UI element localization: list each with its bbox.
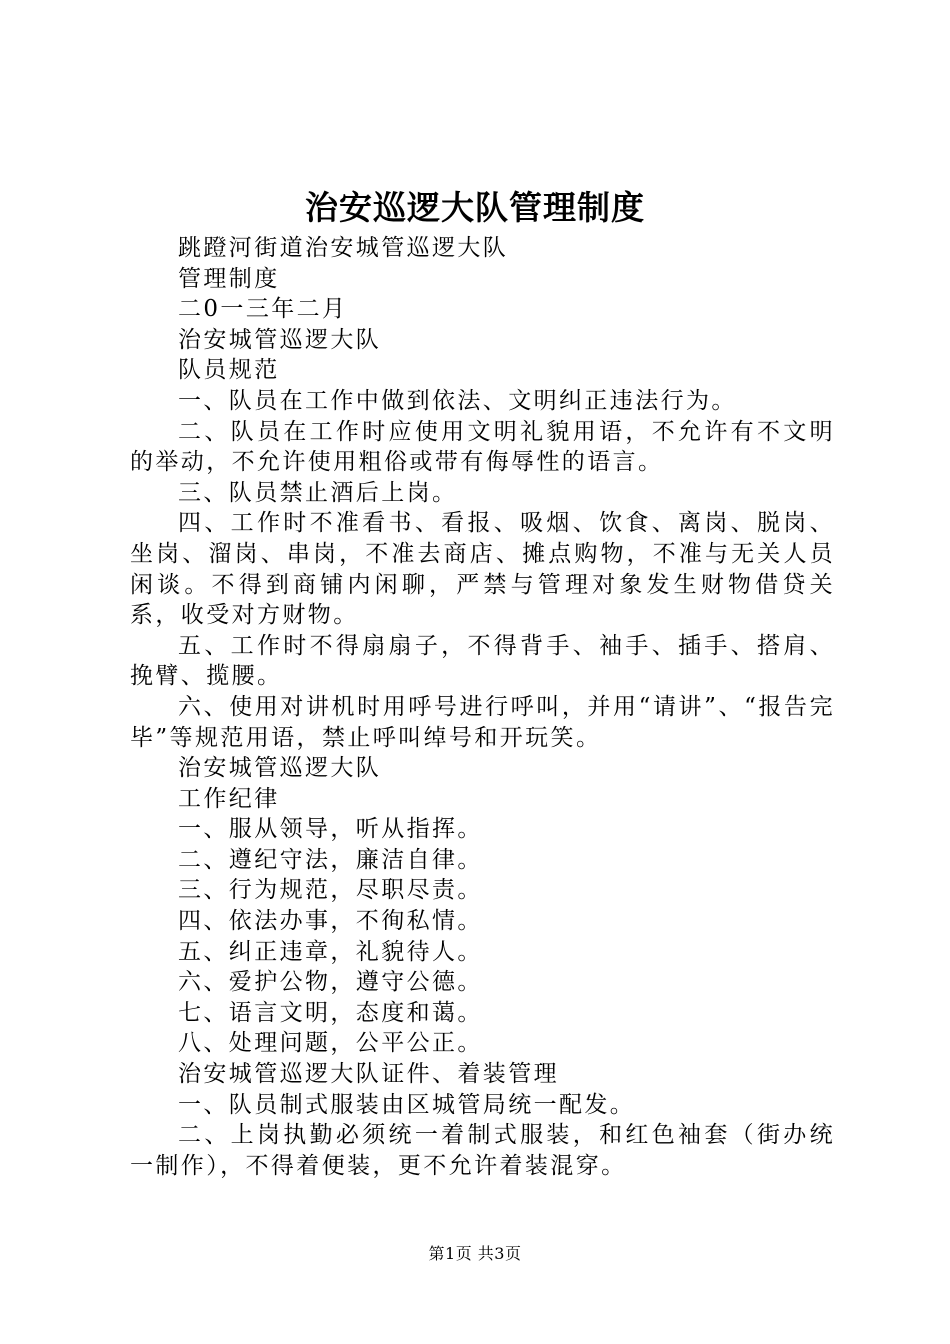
paragraph: 一、队员制式服装由区城管局统一配发。	[178, 1091, 636, 1118]
page-number-footer: 第1页 共3页	[428, 1244, 522, 1263]
paragraph: 五、纠正违章，礼貌待人。	[178, 938, 483, 965]
paragraph: 四、工作时不准看书、看报、吸烟、饮食、离岗、脱岗、坐岗、溜岗、串岗，不准去商店、摊点购物，不准与无关人员闲谈。不得到商铺内闲聊，严禁与管理对象发生财物借贷关系，收受对方财物。	[130, 510, 835, 629]
paragraph: 跳蹬河街道治安城管巡逻大队	[178, 235, 509, 261]
paragraph: 八、处理问题，公平公正。	[178, 1030, 483, 1057]
paragraph: 二、遵纪守法，廉洁自律。	[178, 846, 483, 873]
paragraph: 二、队员在工作时应使用文明礼貌用语，不允许有不文明的举动，不允许使用粗俗或带有侮辱性的语言。	[130, 418, 835, 476]
paragraph: 六、使用对讲机时用呼号进行呼叫，并用“请讲”、“报告完毕”等规范用语，禁止呼叫绰号和开玩笑。	[130, 693, 835, 751]
paragraph: 七、语言文明，态度和蔼。	[178, 999, 483, 1026]
paragraph: 四、依法办事，不徇私情。	[178, 908, 483, 935]
paragraph: 六、爱护公物，遵守公德。	[178, 969, 483, 996]
paragraph: 一、队员在工作中做到依法、文明纠正违法行为。	[178, 387, 737, 414]
paragraph: 二0一三年二月	[178, 296, 348, 323]
section-heading: 工作纪律	[178, 785, 280, 812]
document-title: 治安巡逻大队管理制度	[305, 188, 645, 227]
document-body	[130, 233, 835, 1181]
paragraph: 管理制度	[178, 265, 280, 292]
paragraph: 一、服从领导，听从指挥。	[178, 816, 483, 843]
paragraph: 治安城管巡逻大队	[178, 326, 382, 353]
section-heading: 队员规范	[178, 357, 280, 384]
paragraph: 三、行为规范，尽职尽责。	[178, 877, 483, 904]
paragraph: 治安城管巡逻大队	[178, 755, 382, 782]
section-heading: 治安城管巡逻大队证件、着装管理	[178, 1061, 559, 1088]
paragraph: 五、工作时不得扇扇子，不得背手、袖手、插手、搭肩、挽臂、揽腰。	[130, 632, 835, 690]
paragraph: 三、队员禁止酒后上岗。	[178, 479, 458, 506]
paragraph: 二、上岗执勤必须统一着制式服装，和红色袖套（街办统一制作），不得着便装，更不允许着装混穿。	[130, 1122, 835, 1179]
